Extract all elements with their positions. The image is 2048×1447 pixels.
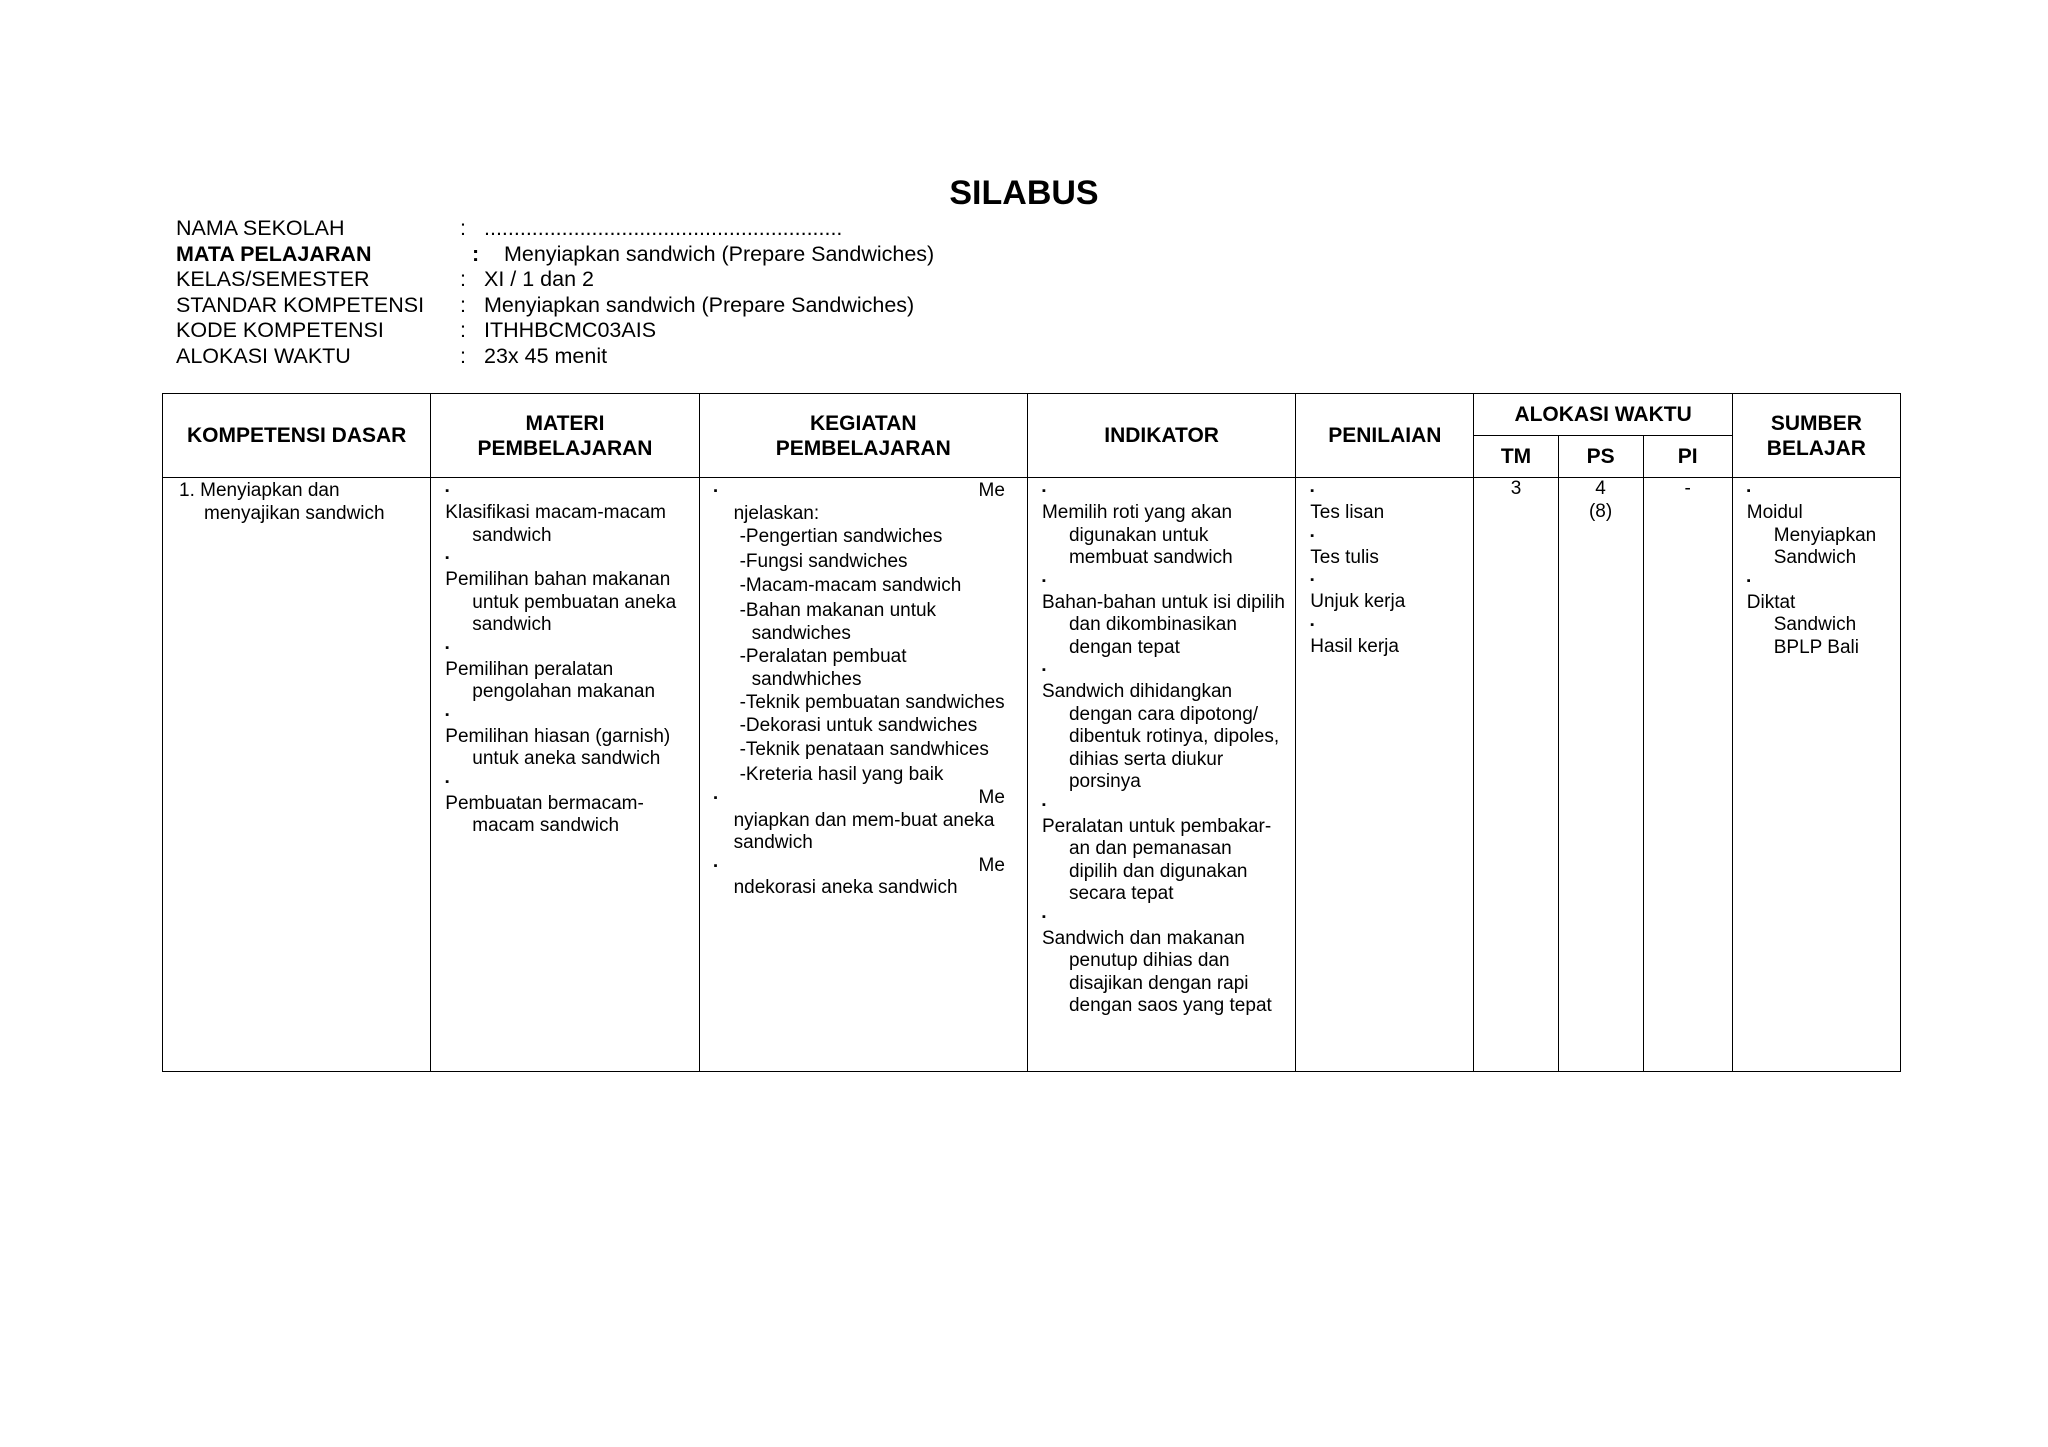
bullet-icon: ▪ bbox=[1041, 798, 1046, 811]
kegiatan-item-text: Macam-macam sandwich bbox=[745, 575, 962, 596]
bullet-icon: ▪ bbox=[1310, 574, 1315, 586]
meta-colon: : bbox=[460, 318, 466, 342]
header-kompetensi: KOMPETENSI DASAR bbox=[163, 394, 431, 478]
list-item bbox=[1042, 816, 1285, 906]
kegiatan-text: ndekorasi aneka sandwich bbox=[733, 877, 958, 898]
pi-value: - bbox=[1684, 478, 1691, 499]
dash-marker: - bbox=[739, 645, 746, 667]
kegiatan-item-text: Teknik pembuatan sandwiches bbox=[745, 691, 1005, 713]
sumber-item-line: BPLP Bali bbox=[1773, 636, 1859, 658]
kegiatan-item-text: Dekorasi untuk sandwiches bbox=[745, 714, 978, 736]
header-sumber-line1: SUMBER bbox=[1770, 411, 1862, 435]
dash-marker: - bbox=[739, 575, 746, 596]
list-item bbox=[714, 525, 1005, 550]
tm-value: 3 bbox=[1510, 478, 1522, 499]
bullet-icon: ▪ bbox=[1746, 574, 1751, 587]
kegiatan-me: Me bbox=[978, 854, 1005, 876]
list-item bbox=[714, 599, 1005, 645]
cell-sumber bbox=[1732, 478, 1900, 1072]
header-kegiatan-line2: PEMBELAJARAN bbox=[775, 436, 951, 460]
meta-label: NAMA SEKOLAH bbox=[176, 216, 345, 240]
bullet-icon: ▪ bbox=[1310, 485, 1315, 497]
kegiatan-bullet-row bbox=[714, 787, 1005, 810]
header-materi bbox=[431, 394, 699, 478]
sumber-item-title: Diktat bbox=[1746, 591, 1796, 613]
header-indikator: INDIKATOR bbox=[1027, 394, 1295, 478]
meta-value: 23x 45 menit bbox=[484, 343, 608, 368]
kegiatan-item-text: Bahan makanan untuk sandwiches bbox=[745, 599, 937, 644]
meta-colon: : bbox=[460, 292, 466, 317]
header-alokasi: ALOKASI WAKTU bbox=[1474, 394, 1732, 436]
header-sumber bbox=[1732, 394, 1900, 478]
list-item bbox=[714, 645, 1005, 691]
cell-ps bbox=[1558, 478, 1643, 1072]
kegiatan-bullet-row bbox=[714, 855, 1005, 878]
kompetensi-line2: menyajikan sandwich bbox=[204, 502, 385, 524]
list-item: Hasil kerja bbox=[1310, 635, 1399, 657]
list-item bbox=[1042, 592, 1285, 660]
dash-marker: - bbox=[739, 739, 746, 760]
kegiatan-item-text: Teknik penataan sandwhices bbox=[745, 739, 989, 760]
kegiatan-item-text: Fungsi sandwiches bbox=[745, 550, 908, 572]
header-kegiatan bbox=[699, 394, 1027, 478]
meta-value: Menyiapkan sandwich (Prepare Sandwiches) bbox=[484, 292, 915, 317]
kegiatan-text: njelaskan: bbox=[733, 502, 820, 524]
meta-colon: : bbox=[460, 267, 466, 291]
bullet-icon: ▪ bbox=[1041, 485, 1046, 497]
list-item bbox=[445, 659, 688, 704]
materi-item-text: Klasifikasi macam-macam sandwich bbox=[445, 502, 666, 546]
meta-value: XI / 1 dan 2 bbox=[484, 267, 594, 291]
dash-marker: - bbox=[739, 714, 746, 736]
indikator-item-text: Sandwich dan makanan penutup dihias dan disajikan dengan rapi dengan saos yang tepat bbox=[1041, 927, 1272, 1016]
sumber-item-line: Sandwich bbox=[1773, 547, 1857, 568]
meta-colon: : bbox=[472, 241, 480, 266]
meta-value: ............................................................ bbox=[484, 216, 843, 240]
list-item bbox=[445, 793, 688, 838]
materi-item-text: Pemilihan hiasan (garnish) untuk aneka sandwich bbox=[445, 725, 671, 769]
meta-label: MATA PELAJARAN bbox=[176, 241, 372, 266]
header-materi-line1: MATERI bbox=[525, 411, 605, 435]
list-item bbox=[714, 550, 1005, 575]
kegiatan-bullet-row bbox=[714, 480, 1005, 503]
list-item bbox=[445, 502, 688, 547]
list-item bbox=[714, 738, 1005, 763]
header-sumber-line2: BELAJAR bbox=[1766, 436, 1866, 460]
dash-marker: - bbox=[739, 550, 746, 572]
indikator-item-text: Sandwich dihidangkan dengan cara dipotong/ dibentuk rotinya, dipoles, dihias serta diukur porsinya bbox=[1041, 681, 1280, 792]
dash-marker: - bbox=[739, 526, 746, 547]
list-item: Tes lisan bbox=[1310, 502, 1385, 523]
indikator-item-text: Bahan-bahan untuk isi dipilih dan dikombinasikan dengan tepat bbox=[1041, 591, 1285, 658]
table-row bbox=[163, 478, 1901, 1072]
list-item bbox=[714, 763, 1005, 788]
meta-label: KODE KOMPETENSI bbox=[176, 318, 384, 342]
bullet-icon: ▪ bbox=[713, 485, 718, 497]
list-item bbox=[714, 574, 1005, 599]
ps-value-extra: (8) bbox=[1588, 500, 1613, 522]
bullet-icon: ▪ bbox=[1041, 574, 1046, 587]
cell-kompetensi bbox=[163, 478, 431, 1072]
list-item bbox=[445, 569, 688, 637]
meta-label: STANDAR KOMPETENSI bbox=[176, 292, 425, 317]
syllabus-table bbox=[162, 393, 1901, 1072]
cell-kegiatan bbox=[699, 478, 1027, 1072]
meta-colon: : bbox=[460, 216, 466, 240]
meta-label: ALOKASI WAKTU bbox=[176, 343, 351, 368]
indikator-item-text: Peralatan untuk pembakar-an dan pemanasan dipilih dan digunakan secara tepat bbox=[1041, 815, 1272, 904]
bullet-icon: ▪ bbox=[1310, 618, 1315, 631]
sumber-item-line: Menyiapkan bbox=[1773, 524, 1877, 546]
list-item bbox=[1042, 502, 1285, 570]
list-item bbox=[714, 691, 1005, 714]
header-kegiatan-line1: KEGIATAN bbox=[809, 411, 917, 435]
cell-pi bbox=[1643, 478, 1732, 1072]
page-title: SILABUS bbox=[949, 174, 1099, 212]
header-tm: TM bbox=[1474, 436, 1558, 478]
cell-tm bbox=[1474, 478, 1558, 1072]
header-ps: PS bbox=[1558, 436, 1643, 478]
kegiatan-item-text: Pengertian sandwiches bbox=[745, 526, 943, 547]
bullet-icon: ▪ bbox=[445, 708, 450, 721]
cell-materi bbox=[431, 478, 699, 1072]
sumber-item-line: Sandwich bbox=[1773, 614, 1857, 635]
list-item: Tes tulis bbox=[1310, 546, 1379, 568]
materi-item-text: Pemilihan bahan makanan untuk pembuatan aneka sandwich bbox=[445, 569, 677, 635]
kegiatan-me: Me bbox=[978, 787, 1005, 808]
materi-item-text: Pemilihan peralatan pengolahan makanan bbox=[445, 658, 656, 702]
bullet-icon: ▪ bbox=[713, 859, 718, 872]
bullet-icon: ▪ bbox=[1041, 910, 1046, 923]
cell-penilaian bbox=[1296, 478, 1474, 1072]
meta-value: Menyiapkan sandwich (Prepare Sandwiches) bbox=[504, 241, 935, 266]
bullet-icon: ▪ bbox=[1746, 485, 1751, 497]
list-item bbox=[445, 726, 688, 771]
sumber-item-title: Moidul bbox=[1746, 502, 1803, 523]
header-pi: PI bbox=[1643, 436, 1732, 478]
meta-value: ITHHBCMC03AIS bbox=[484, 318, 657, 342]
bullet-icon: ▪ bbox=[1310, 529, 1315, 542]
meta-label: KELAS/SEMESTER bbox=[176, 267, 370, 291]
dash-marker: - bbox=[739, 599, 746, 621]
kegiatan-item-text: Peralatan pembuat sandwhiches bbox=[745, 645, 907, 690]
meta-colon: : bbox=[460, 343, 466, 368]
header-penilaian: PENILAIAN bbox=[1296, 394, 1474, 478]
bullet-icon: ▪ bbox=[445, 552, 450, 564]
list-item bbox=[1042, 928, 1285, 1018]
kegiatan-me: Me bbox=[978, 480, 1005, 501]
kompetensi-line1: 1. Menyiapkan dan bbox=[179, 480, 340, 501]
bullet-icon: ▪ bbox=[445, 775, 450, 788]
kegiatan-item-text: Kreteria hasil yang baik bbox=[745, 763, 944, 785]
materi-item-text: Pembuatan bermacam-macam sandwich bbox=[445, 792, 644, 836]
ps-value: 4 bbox=[1595, 478, 1606, 499]
bullet-icon: ▪ bbox=[713, 792, 718, 804]
list-item bbox=[1042, 681, 1285, 794]
dash-marker: - bbox=[739, 763, 746, 785]
indikator-item-text: Memilih roti yang akan digunakan untuk membuat sandwich bbox=[1041, 502, 1233, 568]
bullet-icon: ▪ bbox=[1041, 664, 1046, 676]
dash-marker: - bbox=[739, 691, 746, 713]
list-item: Unjuk kerja bbox=[1310, 591, 1406, 612]
bullet-icon: ▪ bbox=[445, 485, 450, 497]
bullet-icon: ▪ bbox=[445, 641, 450, 654]
list-item bbox=[714, 714, 1005, 739]
kegiatan-text: nyiapkan dan mem-buat aneka sandwich bbox=[733, 809, 995, 853]
header-materi-line2: PEMBELAJARAN bbox=[477, 436, 653, 460]
cell-indikator bbox=[1027, 478, 1295, 1072]
